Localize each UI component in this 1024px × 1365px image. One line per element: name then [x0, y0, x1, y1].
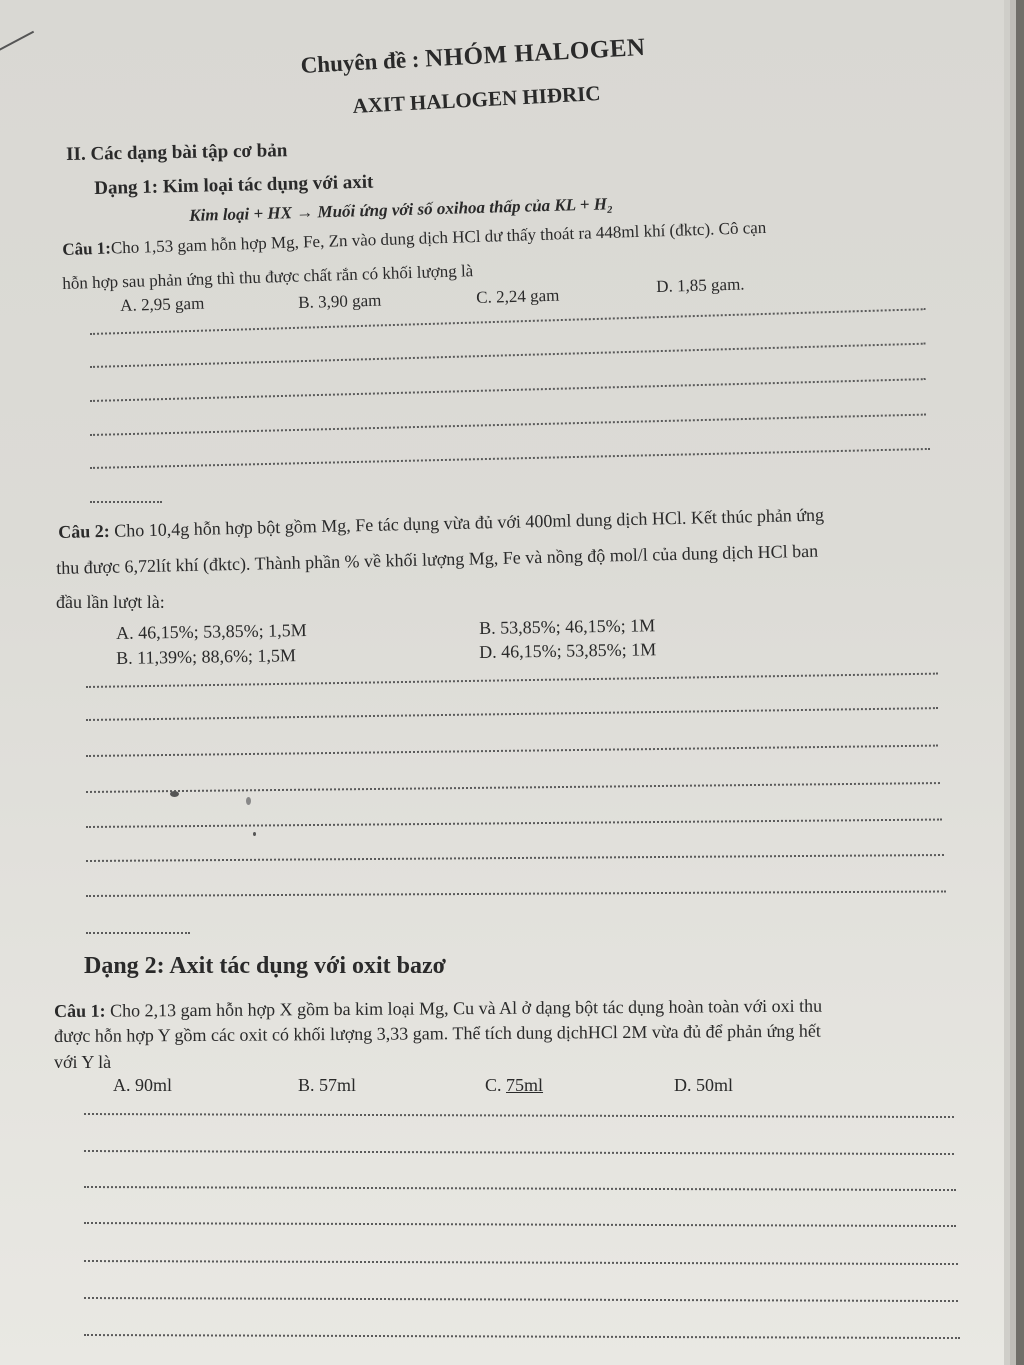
section-heading: II. Các dạng bài tập cơ bản [66, 140, 288, 165]
dang1-q1-option-a: A. 2,95 gam [120, 293, 205, 315]
dang1-q1-line1 [62, 218, 767, 260]
answer-line [84, 1186, 956, 1191]
dang2-q1-line3: với Y là [54, 1052, 112, 1072]
dang2-q1-option-c [485, 1075, 543, 1096]
ink-speck [170, 791, 179, 797]
answer-line [84, 1150, 954, 1155]
answer-line [90, 308, 926, 335]
dang1-q1-option-d: D. 1,85 gam. [656, 274, 745, 296]
dang1-q2-label: Câu 2: [58, 520, 110, 542]
dang1-q1-text1: Cho 1,53 gam hỗn hợp Mg, Fe, Zn vào dung dịch HCl dư thấy thoát ra 448ml khí (đktc). Cô cạn [110, 217, 767, 258]
dang1-q2-option-d: D. 46,15%; 53,85%; 1M [479, 639, 657, 662]
answer-line [86, 854, 944, 862]
dang1-q2-option-b2: B. 11,39%; 88,6%; 1,5M [116, 645, 297, 668]
dang2-q1-option-d: D. 50ml [674, 1075, 734, 1095]
title-prefix: Chuyên đề : [300, 46, 421, 78]
ink-speck [246, 797, 251, 805]
answer-line [90, 501, 162, 503]
answer-line [90, 414, 926, 436]
dang1-q2-option-a: A. 46,15%; 53,85%; 1,5M [116, 620, 307, 643]
dang1-q2-line2: thu được 6,72lít khí (đktc). Thành phần % về khối lượng Mg, Fe và nồng độ mol/l của dung dịch HCl ban [56, 540, 819, 578]
dang1-q1-label: Câu 1: [62, 238, 112, 259]
dang2-heading: Dạng 2: Axit tác dụng với oxit bazơ [84, 953, 446, 979]
answer-line [86, 707, 938, 721]
answer-line [86, 745, 938, 757]
answer-line [86, 673, 938, 688]
answer-line [86, 782, 940, 793]
dang2-q1-line1 [54, 996, 822, 1022]
answer-line [86, 819, 942, 828]
title-main: NHÓM HALOGEN [424, 33, 647, 73]
dang2-q1-option-c-letter: C. [485, 1075, 507, 1095]
page-title [300, 34, 646, 80]
answer-line [84, 1297, 958, 1302]
answer-line [90, 343, 926, 368]
answer-line [84, 1260, 958, 1265]
answer-line [86, 932, 190, 934]
dang1-q1-option-b: B. 3,90 gam [298, 290, 382, 312]
page-subtitle: AXIT HALOGEN HIĐRIC [352, 81, 602, 118]
dang2-q1-option-a: A. 90ml [113, 1075, 173, 1095]
pen-mark [0, 31, 34, 52]
dang2-q1-text1: Cho 2,13 gam hỗn hợp X gồm ba kim loại Mg, Cu và Al ở dạng bột tác dụng hoàn toàn với oxi thu [105, 995, 823, 1021]
answer-line [86, 890, 946, 897]
dang2-q1-label: Câu 1: [54, 1000, 106, 1021]
dang1-q1-line2: hỗn hợp sau phản ứng thì thu được chất rắn có khối lượng là [62, 261, 474, 293]
answer-line [90, 378, 926, 402]
ink-speck [253, 832, 256, 836]
answer-line [84, 1222, 956, 1227]
answer-line [84, 1113, 954, 1118]
dang1-q1-option-c: C. 2,24 gam [476, 285, 560, 307]
dang2-q1-line2: được hỗn hợp Y gồm các oxit có khối lượng 3,33 gam. Thể tích dung dịchHCl 2M vừa đủ để phản ứng hết [54, 1020, 821, 1046]
dang2-q1-option-b: B. 57ml [298, 1075, 357, 1095]
answer-line [90, 448, 930, 469]
answer-line [84, 1334, 960, 1339]
dang1-q2-text1: Cho 10,4g hỗn hợp bột gồm Mg, Fe tác dụng vừa đủ với 400ml dung dịch HCl. Kết thúc phản ứng [109, 504, 825, 541]
dang2-q1-option-c-value: 75ml [506, 1075, 544, 1095]
dang1-q2-line1 [58, 505, 824, 543]
dang1-q2-line3: đầu lần lượt là: [56, 592, 165, 612]
dang1-heading: Dạng 1: Kim loại tác dụng với axit [94, 171, 374, 199]
dang1-q2-option-b: B. 53,85%; 46,15%; 1M [479, 615, 656, 638]
dang1-formula: Kim loại + HX → Muối ứng với số oxihoa thấp của KL + H₂ [189, 194, 614, 225]
